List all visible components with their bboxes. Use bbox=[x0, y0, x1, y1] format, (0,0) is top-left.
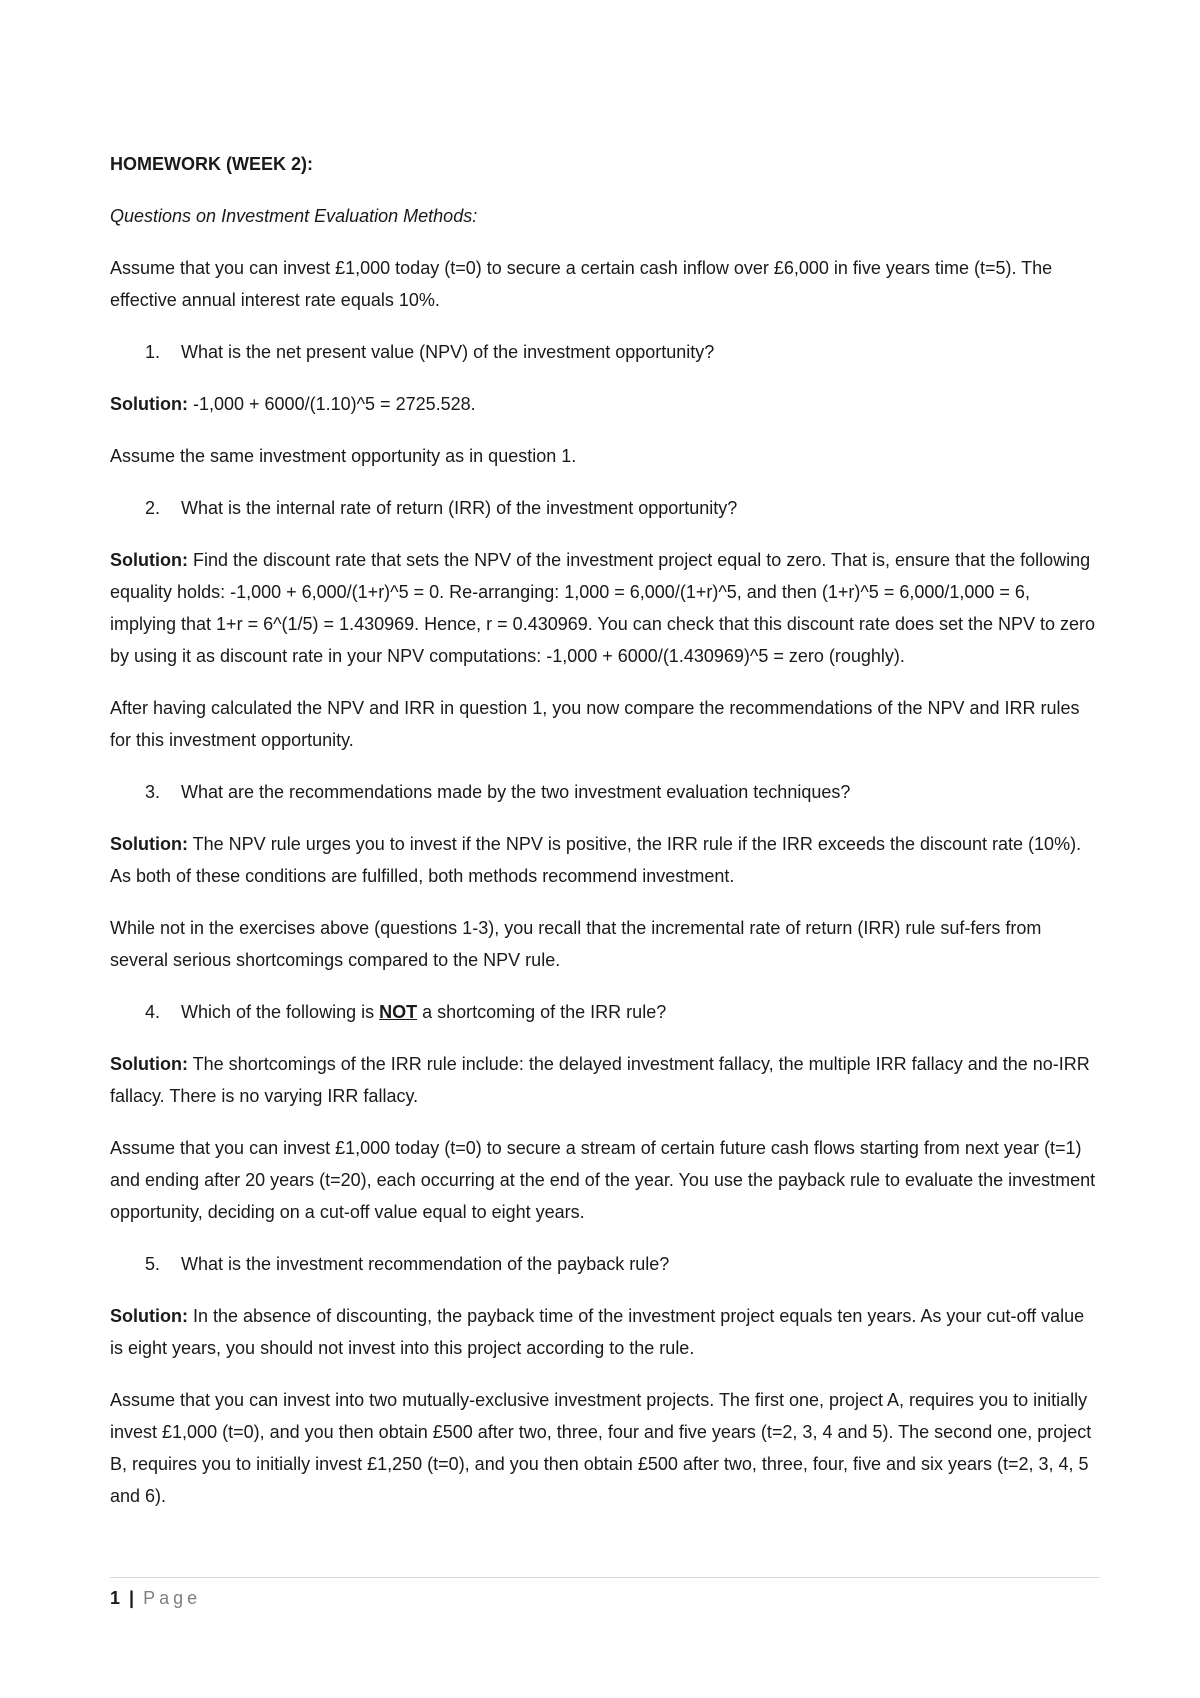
solution-label: Solution: bbox=[110, 834, 188, 854]
solution-5 bbox=[110, 1300, 1100, 1364]
document-subtitle: Questions on Investment Evaluation Methods: bbox=[110, 206, 478, 226]
page-label: Page bbox=[143, 1588, 202, 1608]
document-body bbox=[110, 148, 1100, 1532]
intro-paragraph-5: Assume that you can invest £1,000 today (t=0) to secure a stream of certain future cash flows starting from next year (t=1) and ending after 20 years (t=20), each occurring at the end of the year. You use the payback rule to evaluate the investment opportunity, deciding on a cut-off value equal to eight years. bbox=[110, 1138, 1096, 1222]
solution-label: Solution: bbox=[110, 550, 188, 570]
document-title: HOMEWORK (WEEK 2): bbox=[110, 154, 313, 174]
footer-divider bbox=[110, 1577, 1100, 1578]
intro-paragraph-1: Assume that you can invest £1,000 today (t=0) to secure a certain cash inflow over £6,000 in five years time (t=5). The effective annual interest rate equals 10%. bbox=[110, 258, 1053, 310]
solution-text: The shortcomings of the IRR rule include: the delayed investment fallacy, the multiple IRR fallacy and the no-IRR fallacy. There is no varying IRR fallacy. bbox=[110, 1054, 1090, 1106]
page-footer bbox=[110, 1586, 201, 1610]
emphasis-not: NOT bbox=[379, 1002, 418, 1022]
question-text-after: a shortcoming of the IRR rule? bbox=[417, 1002, 667, 1022]
solution-4 bbox=[110, 1048, 1100, 1112]
question-number: 3. bbox=[145, 782, 161, 802]
question-text: What are the recommendations made by the two investment evaluation techniques? bbox=[181, 782, 851, 802]
intro-paragraph-4: While not in the exercises above (questions 1-3), you recall that the incremental rate of return (IRR) rule suf-fers from several serious shortcomings compared to the NPV rule. bbox=[110, 918, 1042, 970]
page-number: 1 bbox=[110, 1588, 121, 1608]
solution-2 bbox=[110, 544, 1100, 672]
solution-text: -1,000 + 6000/(1.10)^5 = 2725.528. bbox=[187, 394, 476, 414]
question-text bbox=[181, 996, 1100, 1028]
question-5 bbox=[110, 1248, 1100, 1280]
solution-label: Solution: bbox=[110, 1306, 188, 1326]
question-1 bbox=[110, 336, 1100, 368]
question-2 bbox=[110, 492, 1100, 524]
intro-paragraph-2: Assume the same investment opportunity as in question 1. bbox=[110, 446, 577, 466]
intro-paragraph-6: Assume that you can invest into two mutually-exclusive investment projects. The first one, project A, requires you to initially invest £1,000 (t=0), and you then obtain £500 after two, three, four and five years (t=2, 3, 4 and 5). The second one, project B, requires you to initially invest £1,250 (t=0), and you then obtain £500 after two, three, four, five and six years (t=2, 3, 4, 5 and 6). bbox=[110, 1390, 1092, 1506]
question-4 bbox=[110, 996, 1100, 1028]
solution-1 bbox=[110, 388, 1100, 420]
question-text-before: Which of the following is bbox=[181, 1002, 380, 1022]
solution-text: The NPV rule urges you to invest if the NPV is positive, the IRR rule if the IRR exceeds the discount rate (10%). As both of these conditions are fulfilled, both methods recommend investment. bbox=[110, 834, 1082, 886]
question-number: 4. bbox=[145, 1002, 161, 1022]
solution-text: Find the discount rate that sets the NPV of the investment project equal to zero. That is, ensure that the following equality holds: -1,000 + 6,000/(1+r)^5 = 0. Re-arranging: 1,000 = 6,000/(1+r)^5, and then (1+r)^5 = 6,000/1,000 = 6, implying that 1+r = 6^(1/5) = 1.430969. Hence, r = 0.430969. You can check that this discount rate does set the NPV to zero by using it as discount rate in your NPV computations: -1,000 + 6000/(1.430969)^5 = zero (roughly). bbox=[110, 550, 1096, 666]
question-text: What is the internal rate of return (IRR) of the investment opportunity? bbox=[181, 498, 738, 518]
question-3 bbox=[110, 776, 1100, 808]
question-number: 5. bbox=[145, 1254, 161, 1274]
solution-text: In the absence of discounting, the payback time of the investment project equals ten years. As your cut-off value is eight years, you should not invest into this project according to the rule. bbox=[110, 1306, 1085, 1358]
question-text: What is the investment recommendation of the payback rule? bbox=[181, 1254, 670, 1274]
question-number: 1. bbox=[145, 342, 161, 362]
page-separator: | bbox=[129, 1588, 135, 1608]
solution-label: Solution: bbox=[110, 1054, 188, 1074]
intro-paragraph-3: After having calculated the NPV and IRR in question 1, you now compare the recommendations of the NPV and IRR rules for this investment opportunity. bbox=[110, 698, 1080, 750]
question-text: What is the net present value (NPV) of the investment opportunity? bbox=[181, 342, 715, 362]
solution-3 bbox=[110, 828, 1100, 892]
question-number: 2. bbox=[145, 498, 161, 518]
solution-label: Solution: bbox=[110, 394, 188, 414]
